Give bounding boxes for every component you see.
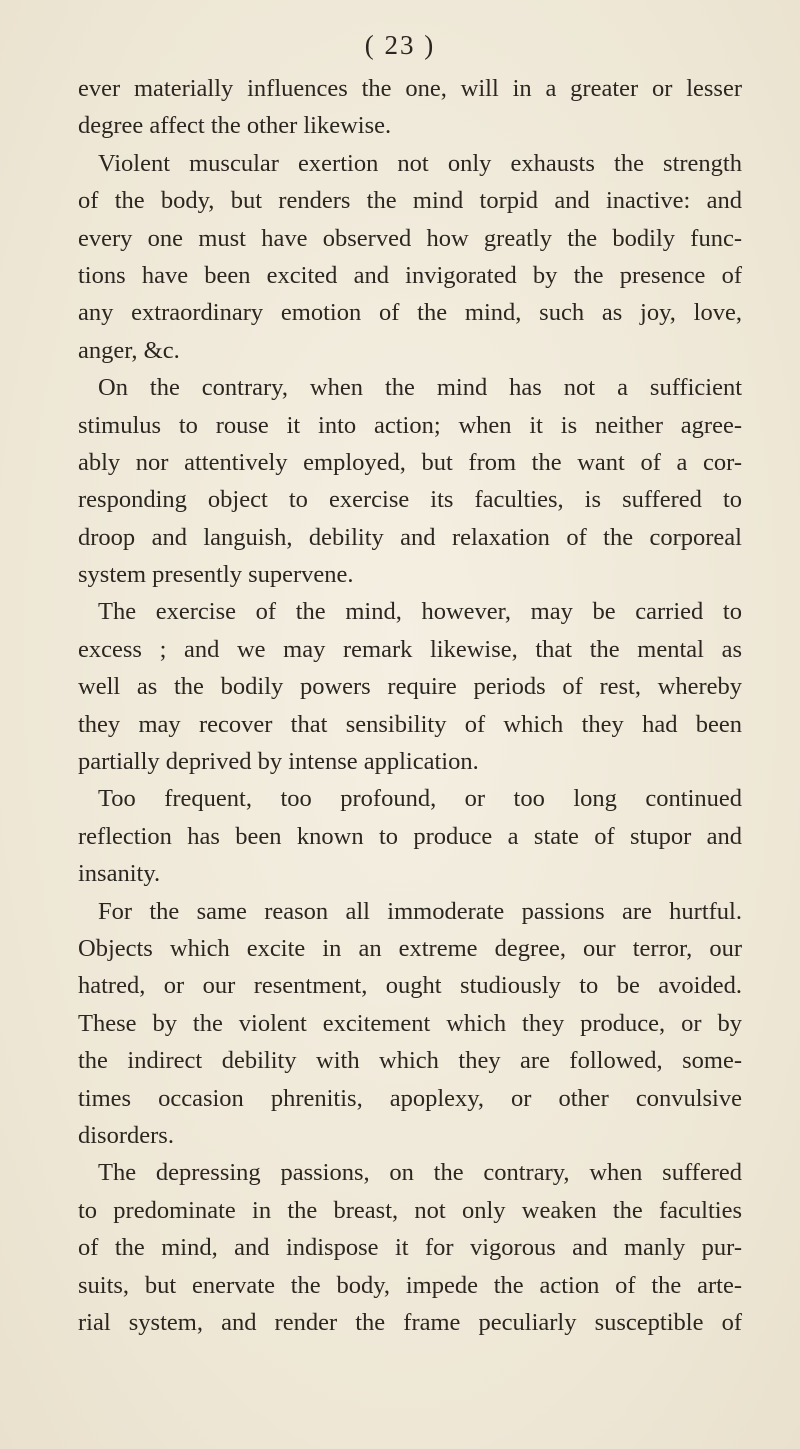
text-line: disorders.: [78, 1121, 174, 1149]
text-line: ever materially influences the one, will in a greater or lesser: [78, 75, 742, 102]
text-line: every one must have observed how greatly the bodily func-: [78, 224, 742, 252]
page-number: ( 23 ): [364, 30, 436, 60]
text-line: The depressing passions, on the contrary, when suffered: [98, 1159, 742, 1187]
text-line: well as the bodily powers require periods of rest, whereby: [78, 673, 742, 701]
text-line: of the mind, and indispose it for vigorous and manly pur-: [78, 1234, 742, 1262]
text-line: excess ; and we may remark likewise, that the mental as: [78, 635, 742, 663]
text-line: to predominate in the breast, not only weaken the faculties: [78, 1196, 742, 1224]
text-line: rial system, and render the frame peculiarly susceptible of: [78, 1308, 742, 1336]
text-line: any extraordinary emotion of the mind, such as joy, love,: [78, 299, 742, 327]
text-line: stimulus to rouse it into action; when it is neither agree-: [78, 411, 742, 439]
text-line: Too frequent, too profound, or too long continued: [98, 785, 742, 813]
text-line: system presently supervene.: [78, 561, 354, 589]
text-line: insanity.: [78, 860, 161, 888]
text-line: responding object to exercise its faculties, is suffered to: [78, 486, 742, 514]
text-line: On the contrary, when the mind has not a sufficient: [98, 374, 742, 402]
text-line: hatred, or our resentment, ought studiously to be avoided.: [78, 972, 742, 1000]
body-text: [78, 70, 742, 1341]
text-line: anger, &c.: [78, 336, 180, 364]
text-line: ably nor attentively employed, but from the want of a cor-: [78, 448, 742, 476]
text-line: tions have been excited and invigorated by the presence of: [78, 261, 742, 289]
text-line: partially deprived by intense application.: [78, 748, 479, 776]
text-line: The exercise of the mind, however, may be carried to: [98, 598, 742, 626]
text-line: times occasion phrenitis, apoplexy, or other convulsive: [78, 1084, 742, 1112]
text-line: they may recover that sensibility of which they had been: [78, 710, 742, 738]
text-line: of the body, but renders the mind torpid and inactive: and: [78, 187, 742, 215]
text-line: These by the violent excitement which they produce, or by: [78, 1009, 742, 1037]
text-line: Objects which excite in an extreme degree, our terror, our: [78, 934, 742, 962]
text-line: suits, but enervate the body, impede the action of the arte-: [78, 1271, 742, 1299]
text-line: the indirect debility with which they are followed, some-: [78, 1047, 742, 1075]
text-line: degree affect the other likewise.: [78, 112, 392, 140]
text-line: Violent muscular exertion not only exhausts the strength: [98, 149, 742, 177]
text-line: droop and languish, debility and relaxation of the corporeal: [78, 523, 742, 551]
text-line: reflection has been known to produce a state of stupor and: [78, 822, 742, 850]
text-line: For the same reason all immoderate passions are hurtful.: [98, 897, 742, 925]
